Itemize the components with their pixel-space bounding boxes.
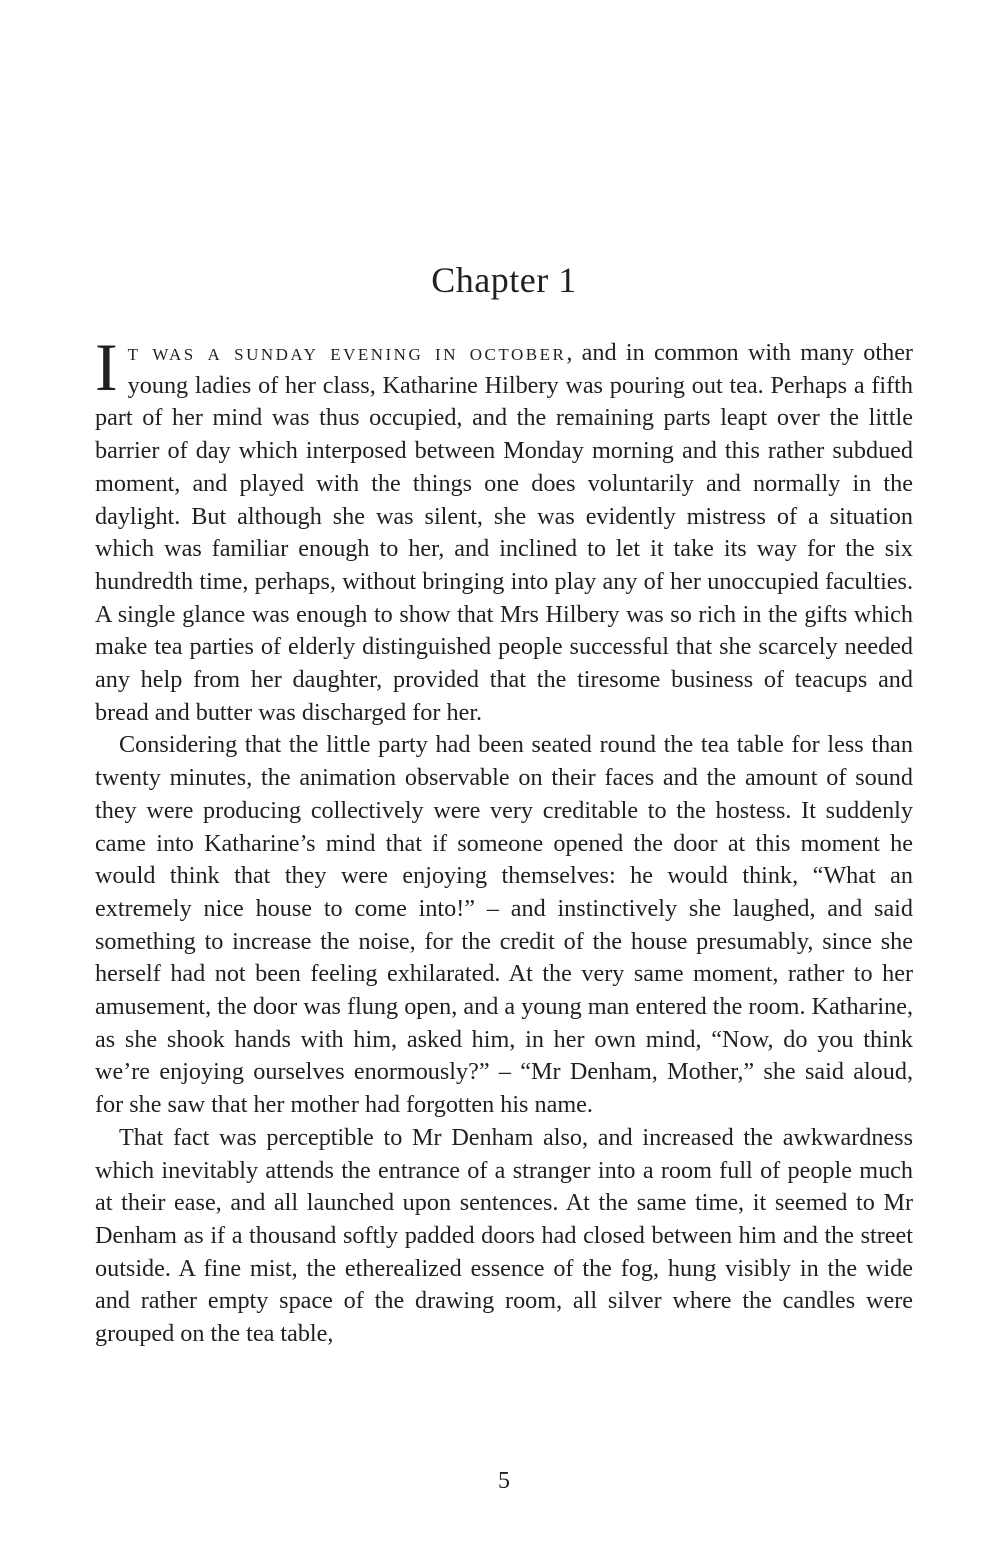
- chapter-title: Chapter 1: [431, 260, 577, 300]
- paragraph-1: [95, 329, 913, 729]
- chapter-body: [95, 329, 913, 1351]
- page-number: 5: [498, 1468, 510, 1494]
- paragraph-1-text: , and in common with many other young ladies of her class, Katharine Hilbery was pouring out tea. Perhaps a fifth part of her mind was thus occupied, and the remaining parts leapt over the little barrier of day which interposed between Monday morning and this rather subdued moment, and played with the things one does voluntarily and normally in the daylight. But although she was silent, she was evidently mistress of a situation which was familiar enough to her, and inclined to let it take its way for the six hundredth time, perhaps, without bringing into play any of her unoccupied faculties. A single glance was enough to show that Mrs Hilbery was so rich in the gifts which make tea parties of elderly distinguished people successful that she scarcely needed any help from her daughter, provided that the tiresome business of teacups and bread and butter was discharged for her.: [95, 339, 913, 726]
- drop-cap: I: [95, 329, 118, 405]
- opening-small-caps: t was a sunday evening in october: [127, 339, 567, 366]
- paragraph-2: Considering that the little party had been seated round the tea table for less than twenty minutes, the animation observable on their faces and the amount of sound they were producing collectively were very creditable to the hostess. It suddenly came into Katharine’s mind that if someone opened the door at this moment he would think that they were enjoying themselves: he would think, “What an extremely nice house to come into!” – and instinctively she laughed, and said something to increase the noise, for the credit of the house presumably, since she herself had not been feeling exhilarated. At the very same moment, rather to her amusement, the door was flung open, and a young man entered the room. Katharine, as she shook hands with him, asked him, in her own mind, “Now, do you think we’re enjoying ourselves enormously?” – “Mr Denham, Mother,” she said aloud, for she saw that her mother had forgotten his name.: [95, 731, 913, 1119]
- paragraph-3: That fact was perceptible to Mr Denham also, and increased the awkwardness which inevitably attends the entrance of a stranger into a room full of people much at their ease, and all launched upon sentences. At the same time, it seemed to Mr Denham as if a thousand softly padded doors had closed between him and the street outside. A fine mist, the etherealized essence of the fog, hung visibly in the wide and rather empty space of the drawing room, all silver where the candles were grouped on the tea table,: [95, 1123, 913, 1348]
